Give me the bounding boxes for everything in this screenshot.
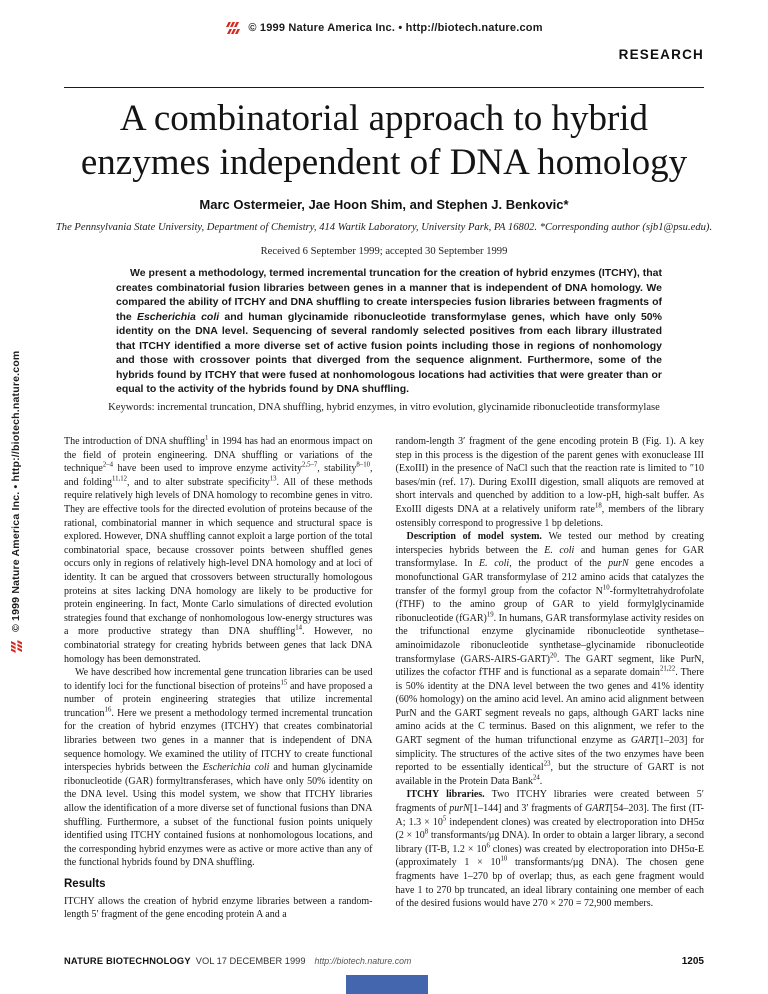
abstract: We present a methodology, termed incremental truncation for the creation of hybrid enzymes (ITCHY), that creates combinatorial fusion libraries between genes in a manner that is independent of DNA homology. We compared the ability of ITCHY and DNA shuffling to create interspecies fusion libraries between fragments of the Escherichia coli and human glycinamide ribonucleotide transformylase genes, which have only 50% identity on the DNA level. Sequencing of several randomly selected positives from each library illustrated that ITCHY identified a more diverse set of active fusion points including those in regions of nonhomology and those with crossover points that diverged from the sequence alignment. Furthermore, some of the hybrids found by ITCHY that were fused at nonhomologous locations had activities that were greater than or equal to the activity of the hybrids found by DNA shuffling.	[116, 267, 662, 395]
authors-line: Marc Ostermeier, Jae Hoon Shim, and Stephen J. Benkovic*	[199, 197, 569, 212]
sidebar-copyright: © 1999 Nature America Inc. • http://biotech.nature.com	[10, 350, 22, 632]
footer-page-number: 1205	[681, 956, 704, 967]
body-column-left	[64, 435, 373, 953]
keywords-line: Keywords: incremental truncation, DNA shuffling, hybrid enzymes, in vitro evolution, glycinamide ribonucleotide transformylase	[108, 402, 660, 413]
received-line: Received 6 September 1999; accepted 30 September 1999	[260, 246, 508, 257]
footer-left	[64, 956, 411, 966]
sidebar-nature-logo-icon	[11, 639, 22, 654]
research-section-label: RESEARCH	[618, 47, 704, 62]
body-paragraph: ITCHY libraries. Two ITCHY libraries were created between 5′ fragments of purN[1–144] and 3′ fragments of GART[54–203]. The first (IT-A; $1.3 \times 10^5$ independent clones) was created by electroporation into DH5α ($2 \times 10^8$ transformants/µg DNA). In order to obtain a larger library, a second library (IT-B, $1.2 \times 10^6$ clones) was created by electroporation into DH5α-E (approximately $1 \times 10^{10}$ transformants/µg DNA). The chosen gene fragments have 1–270 bp of overlap; thus, as each gene fragment would have 1 to 270 bp truncated, an ideal library containing one member of each of the desired fusions would have 270 × 270 = 72,900 members.	[395, 789, 704, 910]
header-rule	[64, 87, 704, 88]
masthead	[0, 22, 768, 34]
body-paragraph: The introduction of DNA shuffling$^1$ in 1994 has had an enormous impact on the field of protein engineering. DNA shuffling or variations of the technique$^{2-4}$ have been used to improve enzyme activity$^{2,5-7}$, stability$^{8-10}$, and folding$^{11,12}$, and to alter substrate specificity$^{13}$. All of these methods require relatively high levels of DNA homology to recombine genes in vitro. They are effective tools for the directed evolution of proteins because of the rational, combinatorial manner in which sequence and structural space is explored. However, DNA shuffling cannot exploit a large portion of the total combinatorial space, because crossover points between shuffled genes occurs only in regions of relatively high-level DNA homology and at loci of identity. It can be argued that crossovers between structurally homologous proteins at sites lacking DNA homology are likely to be productive for protein engineering. In fact, Monte Carlo simulations of directed evolution strategies found that exchange of nonhomologous low-energy structures was a more productive strategy than DNA shuffling$^{14}$. However, no combinatorial strategy for creating hybrids between genes that lack DNA homology has been demonstrated.	[64, 435, 373, 665]
body-paragraph: We have described how incremental gene truncation libraries can be used to identify loci for the functional bisection of proteins$^{15}$ and have proposed a number of protein engineering strategies that utilize incremental truncation$^{16}$. Here we present a methodology termed incremental truncation for the creation of hybrid enzymes (ITCHY) that creates combinatorial libraries between two genes in a manner that is independent of DNA sequence homology. We examined the utility of ITCHY to create functional interspecies hybrids between the Escherichia coli and human glycinamide ribonucleotide (GAR) formyltransferases, which have only 50% identity on the DNA level. Using this model system, we show that ITCHY libraries allow the identification of a more diverse set of functional fusions than DNA shuffling. Furthermore, a subset of the functional fusion points uniquely identified using ITCHY contained fusions at nonhomologous locations, and the corresponding hybrid enzymes were as active or more active than any of the functional hybrids found by DNA shuffling.	[64, 667, 373, 869]
body-column-right	[396, 435, 705, 953]
body-paragraph: Description of model system. We tested our method by creating interspecies hybrids between the E. coli and human genes for GAR transformylase. In E. coli, the product of the purN gene encodes a monofunctional GAR transformylase of 212 amino acids that catalyzes the transfer of the formyl group from the cofactor $N^{10}$-formyltetrahydrofolate (fTHF) to the amino group of GAR to yield formylglycinamide ribonucleotide (fGAR)$^{19}$. In humans, GAR transformylase activity resides on the trifunctional enzyme glycinamide ribonucleotide synthetase–aminoimidazole ribonucleotide synthetase–glycinamide ribonucleotide transformylase (GARS-AIRS-GART)$^{20}$. The GART segment, like PurN, utilizes the cofactor fTHF and is functional as a separate domain$^{21,22}$. There is 50% identity at the DNA level between the two genes and 41% identity (60% homology) on the amino acid level. An amino acid alignment between PurN and the GART segment reveals no gaps, although GART lacks nine amino acids at the C terminus. Based on this alignment, we refer to the GART segment of the human trifunctional enzyme as GART[1–203] for simplicity. The structures of the active sites of the two enzymes have been reported to be essentially identical$^{23}$, but the structure of GART is not available in the Protein Data Bank$^{24}$.	[395, 531, 704, 787]
masthead-copyright: © 1999 Nature America Inc. • http://biotech.nature.com	[248, 22, 543, 34]
body-paragraph: ITCHY allows the creation of hybrid enzyme libraries between a random-length 5′ fragment of the gene encoding protein A and a	[64, 895, 373, 921]
sidebar-copyright-strip	[10, 351, 22, 654]
page-footer	[64, 956, 704, 967]
nature-america-logo-icon	[225, 22, 241, 34]
footer-url: http://biotech.nature.com	[314, 956, 412, 966]
bottom-blue-marker	[346, 975, 428, 994]
footer-journal: NATURE BIOTECHNOLOGY	[64, 956, 191, 966]
footer-issue: VOL 17 DECEMBER 1999	[195, 956, 306, 966]
body-columns	[64, 435, 704, 953]
body-paragraph: random-length 3′ fragment of the gene encoding protein B (Fig. 1). A key step in this process is the digestion of the parent genes with exonuclease III (ExoIII) in the presence of NaCl such that the reaction rate is limited to ″10 bases/min (ref. 17). During ExoIII digestion, small aliquots are removed at short intervals and quenched by addition to a low-pH, high-salt buffer. As ExoIII digests DNA at a relatively uniform rate$^{18}$, members of the library ostensibly correspond to progressive 1 bp deletions.	[395, 436, 704, 529]
article-title-line-2: enzymes independent of DNA homology	[80, 142, 688, 183]
article-title	[34, 97, 734, 185]
article-title-line-1: A combinatorial approach to hybrid	[119, 98, 649, 139]
section-heading: Results	[64, 878, 106, 890]
affiliation-line: The Pennsylvania State University, Department of Chemistry, 414 Wartik Laboratory, University Park, PA 16802. *Corresponding author (sjb1@psu.edu).	[55, 222, 713, 233]
